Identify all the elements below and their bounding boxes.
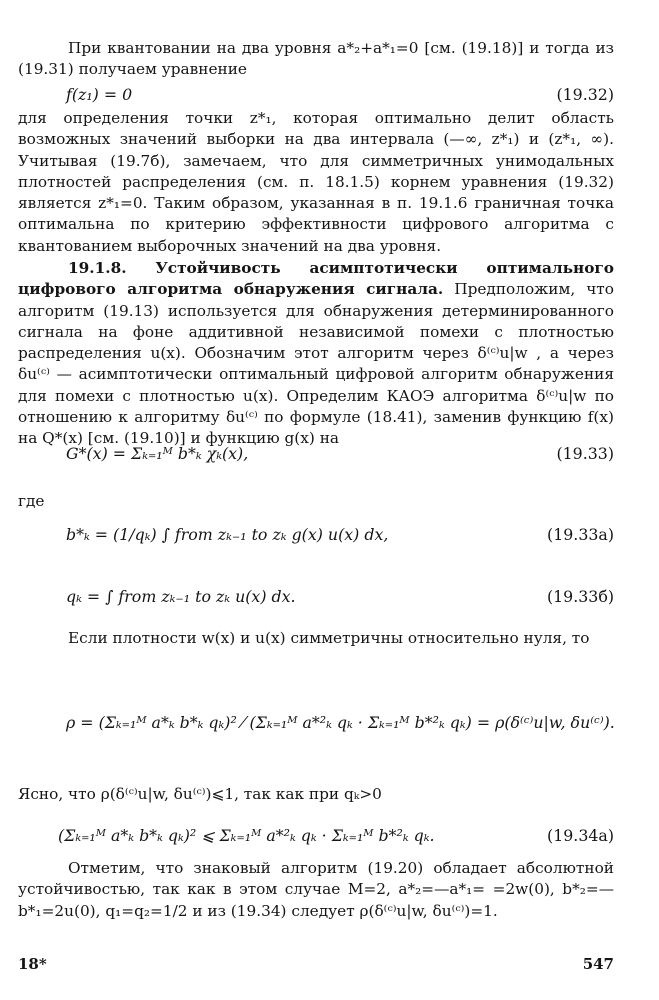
equation-number: (19.33б) xyxy=(546,587,614,606)
section-heading: 19.1.8. Устойчивость асимптотически оптимального цифрового алгоритма обнаружения сигнала. xyxy=(18,259,614,299)
equation-number: (19.32) xyxy=(556,85,614,104)
equation-body: b*ₖ = (1/qₖ) ∫ from zₖ₋₁ to zₖ g(x) u(x) dx, xyxy=(66,525,389,544)
equation-number: (19.33а) xyxy=(547,525,614,544)
equation-body: G*(x) = Σₖ₌₁ᴹ b*ₖ χₖ(x), xyxy=(66,444,249,463)
paragraph-sign-algorithm: Отметим, что знаковый алгоритм (19.20) обладает абсолютной устойчивостью, так как в этом случае M=2, a*₂=—a*₁= =2w(0), b*₂=—b*₁=2u(0), q₁=q₂=1/2 и из (19.34) следует ρ(δ⁽ᶜ⁾u|w, δu⁽ᶜ⁾)=1. xyxy=(18,859,614,920)
section-body: Предположим, что алгоритм (19.13) используется для обнаружения детерминированного сигнала на фоне аддитивной независимой помехи с плотностью распределения u(x). Обозначим этот алгоритм через δ⁽ᶜ⁾u|w , а через δu⁽ᶜ⁾ — асимптотически оптимальный цифровой алгоритм обнаружения для помехи с плотностью u(x). Определим КАОЭ алгоритма δ⁽ᶜ⁾u|w по отношению к алгоритму δu⁽ᶜ⁾ по формуле (18.41), заменив функцию f(x) на Q*(x) [см. (19.10)] и функцию g(x) на xyxy=(18,280,614,448)
page-number: 547 xyxy=(582,955,614,973)
equation-body: qₖ = ∫ from zₖ₋₁ to zₖ u(x) dx. xyxy=(66,587,296,606)
equation-body: (Σₖ₌₁ᴹ a*ₖ b*ₖ qₖ)² ⩽ Σₖ₌₁ᴹ a*²ₖ qₖ · Σₖ₌₁ᴹ b*²ₖ qₖ. xyxy=(58,826,435,845)
paragraph-clearly: Ясно, что ρ(δ⁽ᶜ⁾u|w, δu⁽ᶜ⁾)⩽1, так как при qₖ>0 xyxy=(18,785,382,803)
signature-mark: 18* xyxy=(18,955,47,973)
equation-body: f(z₁) = 0 xyxy=(66,85,133,104)
where-word: где xyxy=(18,492,45,510)
paragraph-intro: При квантовании на два уровня a*₂+a*₁=0 [см. (19.18)] и тогда из (19.31) получаем уравнение xyxy=(18,39,614,79)
equation-body: ρ = (Σₖ₌₁ᴹ a*ₖ b*ₖ qₖ)² ⁄ (Σₖ₌₁ᴹ a*²ₖ qₖ · Σₖ₌₁ᴹ b*²ₖ qₖ) = ρ(δ⁽ᶜ⁾u|w, δu⁽ᶜ⁾). xyxy=(66,713,615,732)
section-19-1-8-paragraph xyxy=(18,258,614,450)
paragraph-symmetric-densities: Если плотности w(x) и u(x) симметричны относительно нуля, то xyxy=(68,629,590,647)
equation-number: (19.34а) xyxy=(547,826,614,845)
equation-number: (19.33) xyxy=(556,444,614,463)
paragraph-point-definition: для определения точки z*₁, которая оптимально делит область возможных значений выборки на два интервала (—∞, z*₁) и (z*₁, ∞). Учитывая (19.7б), замечаем, что для симметричных унимодальных плотностей распределения (см. п. 18.1.5) корнем уравнения (19.32) является z*₁=0. Таким образом, указанная в п. 19.1.6 граничная точка оптимальна по критерию эффективности цифрового алгоритма с квантованием выборочных значений на два уровня. xyxy=(18,109,614,255)
